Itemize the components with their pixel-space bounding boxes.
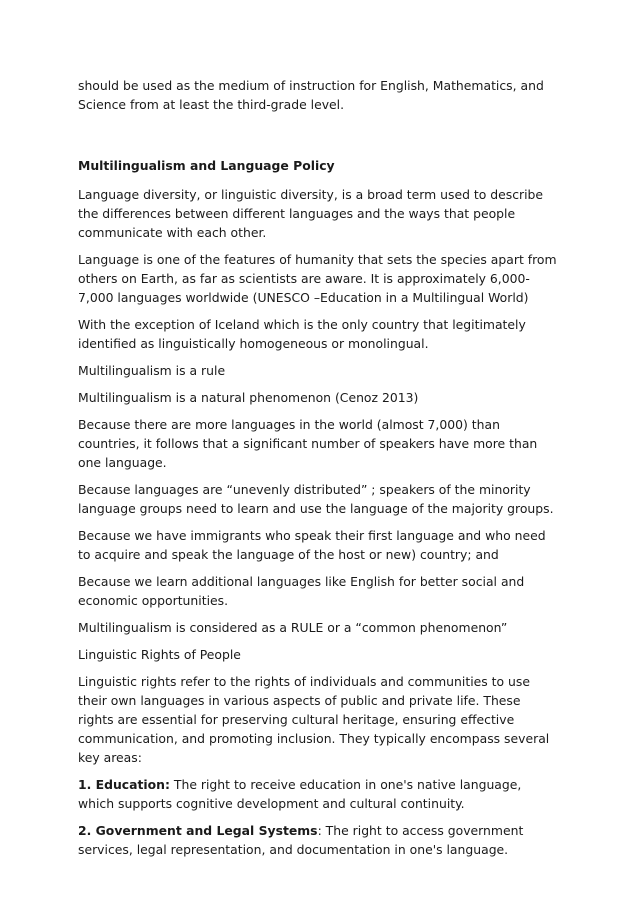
paragraph: Multilingualism is a natural phenomenon (Cenoz 2013) [78, 390, 419, 405]
paragraph: Because languages are “unevenly distributed” ; speakers of the minority language groups need to learn and use the language of the majority groups. [78, 482, 554, 516]
paragraph: Multilingualism is considered as a RULE or a “common phenomenon” [78, 620, 508, 635]
paragraph: Because we learn additional languages like English for better social and economic opportunities. [78, 574, 525, 608]
paragraph: Linguistic Rights of People [78, 647, 241, 662]
paragraph: Because there are more languages in the world (almost 7,000) than countries, it follows that a significant number of speakers have more than one language. [78, 417, 538, 470]
paragraph: Language is one of the features of humanity that sets the species apart from others on Earth, as far as scientists are aware. It is approximately 6,000-7,000 languages worldwide (UNESCO –Education in a Multilingual World) [78, 252, 557, 305]
paragraph: Multilingualism is a rule [78, 363, 226, 378]
paragraph: With the exception of Iceland which is the only country that legitimately identified as linguistically homogeneous or monolingual. [78, 317, 526, 351]
document-body [78, 76, 558, 867]
section-heading: Multilingualism and Language Policy [78, 158, 335, 173]
paragraph: Language diversity, or linguistic diversity, is a broad term used to describe the differences between different languages and the ways that people communicate with each other. [78, 187, 544, 240]
paragraph: Linguistic rights refer to the rights of individuals and communities to use their own languages in various aspects of public and private life. These rights are essential for preserving cultural heritage, ensuring effective communication, and promoting inclusion. They typically encompass several key areas: [78, 674, 550, 765]
paragraph: Because we have immigrants who speak their first language and who need to acquire and speak the language of the host or new) country; and [78, 528, 546, 562]
rights-item-education [78, 775, 558, 813]
rights-item-text: The right to receive education in one's native language, which supports cognitive development and cultural continuity. [78, 777, 522, 811]
intro-paragraph: should be used as the medium of instruction for English, Mathematics, and Science from at least the third-grade level. [78, 78, 544, 112]
rights-item-label: 1. Education: [78, 777, 170, 792]
rights-item-label: 2. Government and Legal Systems [78, 823, 318, 838]
rights-item-government [78, 821, 558, 859]
spacer [78, 122, 558, 156]
rights-item-text: : The right to access government services, legal representation, and documentation in one's language. [78, 823, 524, 857]
